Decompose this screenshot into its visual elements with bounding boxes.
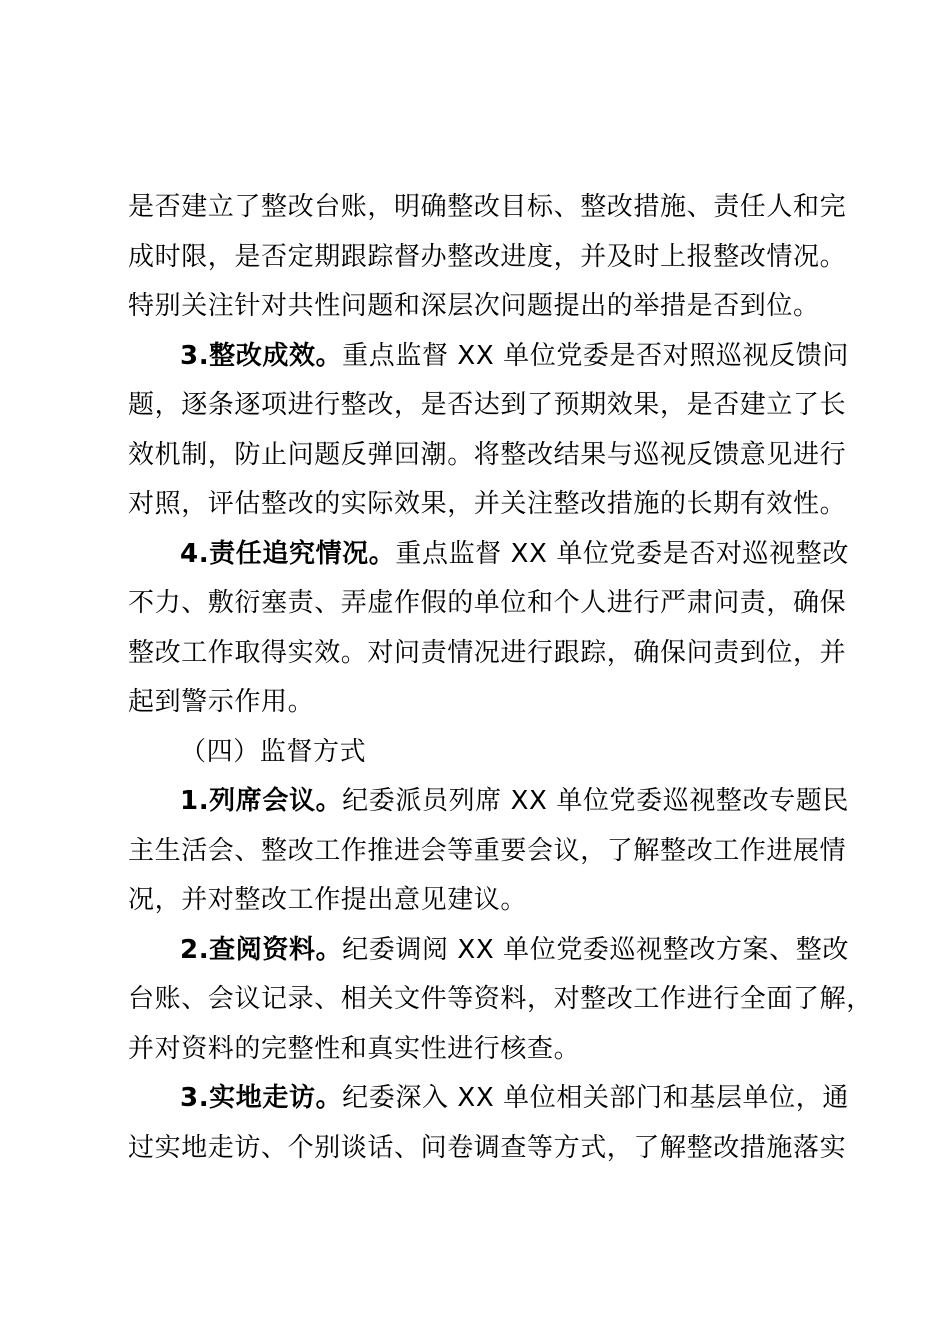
- item-heading: 1.列席会议。: [180, 786, 343, 816]
- line-text: 重点监督 XX 单位党委是否对照巡视反馈问: [342, 340, 849, 371]
- line-text: 不力、敷衍塞责、弄虚作假的单位和个人进行严肃问责，确保: [128, 588, 847, 618]
- text-line: [128, 332, 849, 382]
- line-text: （四）监督方式: [180, 736, 367, 767]
- line-text: 纪委调阅 XX 单位党委巡视整改方案、整改: [342, 934, 849, 965]
- line-text: 重点监督 XX 单位党委是否对巡视整改: [395, 538, 849, 569]
- text-line: [128, 431, 847, 481]
- line-text: 题，逐条逐项进行整改，是否达到了预期效果，是否建立了长: [128, 390, 847, 420]
- item-heading: 2.查阅资料。: [180, 934, 343, 965]
- text-line: [128, 530, 849, 580]
- text-line: [128, 827, 847, 877]
- text-line: [128, 629, 847, 679]
- line-text: 整改工作取得实效。对问责情况进行跟踪，确保问责到位，并: [128, 637, 847, 668]
- text-line: [128, 233, 847, 283]
- text-line: [128, 282, 828, 332]
- line-text: 况，并对整改工作提出意见建议。: [128, 885, 528, 915]
- line-text: 台账、会议记录、相关文件等资料，对整改工作进行全面了解，: [128, 984, 873, 1014]
- text-line: [128, 975, 873, 1025]
- text-line: [128, 1124, 847, 1174]
- item-heading: 4.责任追究情况。: [180, 538, 396, 569]
- line-text: 纪委派员列席 XX 单位党委巡视整改专题民: [342, 786, 849, 816]
- text-line: [128, 1025, 828, 1075]
- line-text: 对照，评估整改的实际效果，并关注整改措施的长期有效性。: [128, 489, 847, 519]
- text-line: [128, 579, 847, 629]
- line-text: 起到警示作用。: [128, 687, 315, 717]
- document-body: [128, 183, 873, 1173]
- line-text: 并对资料的完整性和真实性进行核查。: [128, 1033, 581, 1064]
- line-text: 是否建立了整改台账，明确整改目标、整改措施、责任人和完: [128, 192, 847, 222]
- text-line: [128, 480, 847, 530]
- line-text: 主生活会、整改工作推进会等重要会议，了解整改工作进展情: [128, 835, 847, 866]
- text-line: [128, 183, 847, 233]
- item-heading: 3.实地走访。: [180, 1083, 343, 1113]
- line-text: 成时限，是否定期跟踪督办整改进度，并及时上报整改情况。: [128, 241, 847, 272]
- item-heading: 3.整改成效。: [180, 340, 343, 371]
- line-text: 特别关注针对共性问题和深层次问题提出的举措是否到位。: [128, 291, 820, 321]
- text-line: [128, 728, 828, 778]
- text-line: [128, 876, 828, 926]
- text-line: [128, 381, 847, 431]
- text-line: [128, 678, 828, 728]
- line-text: 纪委深入 XX 单位相关部门和基层单位，通: [342, 1083, 849, 1113]
- line-text: 过实地走访、个别谈话、问卷调查等方式，了解整改措施落实: [128, 1132, 847, 1163]
- text-line: [128, 777, 849, 827]
- text-line: [128, 926, 849, 976]
- line-text: 效机制，防止问题反弹回潮。将整改结果与巡视反馈意见进行: [128, 439, 847, 470]
- text-line: [128, 1074, 849, 1124]
